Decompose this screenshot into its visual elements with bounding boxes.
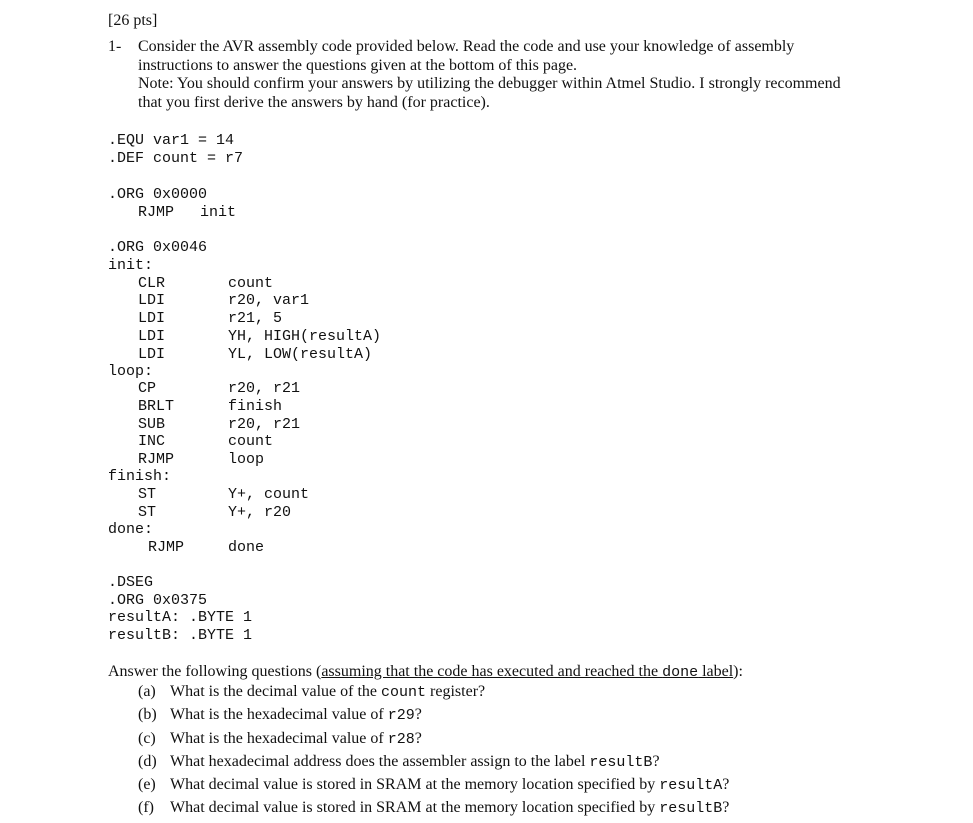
question-text-end: ? xyxy=(414,706,422,723)
question-code: r28 xyxy=(387,731,415,748)
code-arg: finish xyxy=(228,398,283,415)
question-code: resultB xyxy=(589,754,653,771)
code-arg: loop xyxy=(228,451,265,468)
question-label: (b) xyxy=(138,706,157,723)
code-op: LDI xyxy=(138,328,166,345)
question-text-end: ? xyxy=(414,730,422,747)
code-op: LDI xyxy=(138,292,166,309)
code-arg: count xyxy=(228,433,274,450)
points-label: [26 pts] xyxy=(108,12,158,29)
question-text-end: ? xyxy=(722,776,730,793)
condition-label-word: label xyxy=(698,663,734,680)
question-label: (e) xyxy=(138,776,156,793)
label-finish: finish: xyxy=(108,468,172,485)
code-arg: done xyxy=(228,539,265,556)
question-text: What is the hexadecimal value of xyxy=(170,730,388,747)
intro-line-4: that you first derive the answers by hand (for practice). xyxy=(138,94,490,111)
condition-text: assuming that the code has executed and reached the xyxy=(321,663,663,680)
code-arg: r20, var1 xyxy=(228,292,310,309)
code-arg: count xyxy=(228,275,274,292)
question-text: What hexadecimal address does the assembler assign to the label xyxy=(170,753,590,770)
code-org-0000: .ORG 0x0000 xyxy=(108,186,208,203)
question-text-end: register? xyxy=(426,683,486,700)
code-arg: r20, r21 xyxy=(228,416,301,433)
code-equ: .EQU var1 = 14 xyxy=(108,132,235,149)
question-label: (c) xyxy=(138,730,156,747)
code-arg: YH, HIGH(resultA) xyxy=(228,328,382,345)
question-label: (a) xyxy=(138,683,156,700)
question-text-end: ? xyxy=(722,799,730,816)
intro-line-3: Note: You should confirm your answers by utilizing the debugger within Atmel Studio. I strongly recommend xyxy=(138,75,841,92)
label-done: done: xyxy=(108,521,154,538)
code-arg: Y+, r20 xyxy=(228,504,292,521)
code-arg: YL, LOW(resultA) xyxy=(228,346,373,363)
code-arg: Y+, count xyxy=(228,486,310,503)
question-text: What is the hexadecimal value of xyxy=(170,706,388,723)
code-def: .DEF count = r7 xyxy=(108,150,244,167)
question-code: count xyxy=(381,684,427,701)
code-op: CP xyxy=(138,380,157,397)
question-label: (f) xyxy=(138,799,154,816)
code-op: INC xyxy=(138,433,166,450)
question-text: What is the decimal value of the xyxy=(170,683,382,700)
condition-done-word: done xyxy=(662,664,699,681)
intro-line-1: Consider the AVR assembly code provided below. Read the code and use your knowledge of assembly xyxy=(138,38,795,55)
question-d xyxy=(138,753,660,771)
code-op: RJMP xyxy=(138,204,175,221)
code-resulta: resultA: .BYTE 1 xyxy=(108,609,253,626)
label-init: init: xyxy=(108,257,154,274)
label-loop: loop: xyxy=(108,363,154,380)
code-resultb: resultB: .BYTE 1 xyxy=(108,627,253,644)
code-op: SUB xyxy=(138,416,166,433)
answers-intro xyxy=(108,663,743,681)
code-op: ST xyxy=(138,504,157,521)
code-arg: init xyxy=(200,204,237,221)
code-op: LDI xyxy=(138,310,166,327)
code-op: ST xyxy=(138,486,157,503)
question-b xyxy=(138,706,422,724)
code-op: CLR xyxy=(138,275,166,292)
question-e xyxy=(138,776,729,794)
question-code: resultA xyxy=(659,777,723,794)
question-a xyxy=(138,683,485,701)
question-label: (d) xyxy=(138,753,157,770)
question-code: resultB xyxy=(659,800,723,817)
code-org-0046: .ORG 0x0046 xyxy=(108,239,208,256)
question-c xyxy=(138,730,422,748)
code-op: RJMP xyxy=(138,451,175,468)
code-op: LDI xyxy=(138,346,166,363)
intro-line-2: instructions to answer the questions given at the bottom of this page. xyxy=(138,57,578,74)
question-text: What decimal value is stored in SRAM at the memory location specified by xyxy=(170,776,660,793)
question-f xyxy=(138,799,729,817)
code-op: RJMP xyxy=(148,539,185,556)
answers-intro-condition xyxy=(321,663,733,680)
question-code: r29 xyxy=(387,707,415,724)
answers-intro-suffix: ): xyxy=(733,663,743,680)
question-text: What decimal value is stored in SRAM at the memory location specified by xyxy=(170,799,660,816)
code-dseg: .DSEG xyxy=(108,574,154,591)
code-op: BRLT xyxy=(138,398,175,415)
answers-intro-prefix: Answer the following questions ( xyxy=(108,663,322,680)
question-number: 1- xyxy=(108,38,122,55)
code-arg: r20, r21 xyxy=(228,380,301,397)
code-org-0375: .ORG 0x0375 xyxy=(108,592,208,609)
question-text-end: ? xyxy=(652,753,660,770)
code-arg: r21, 5 xyxy=(228,310,283,327)
